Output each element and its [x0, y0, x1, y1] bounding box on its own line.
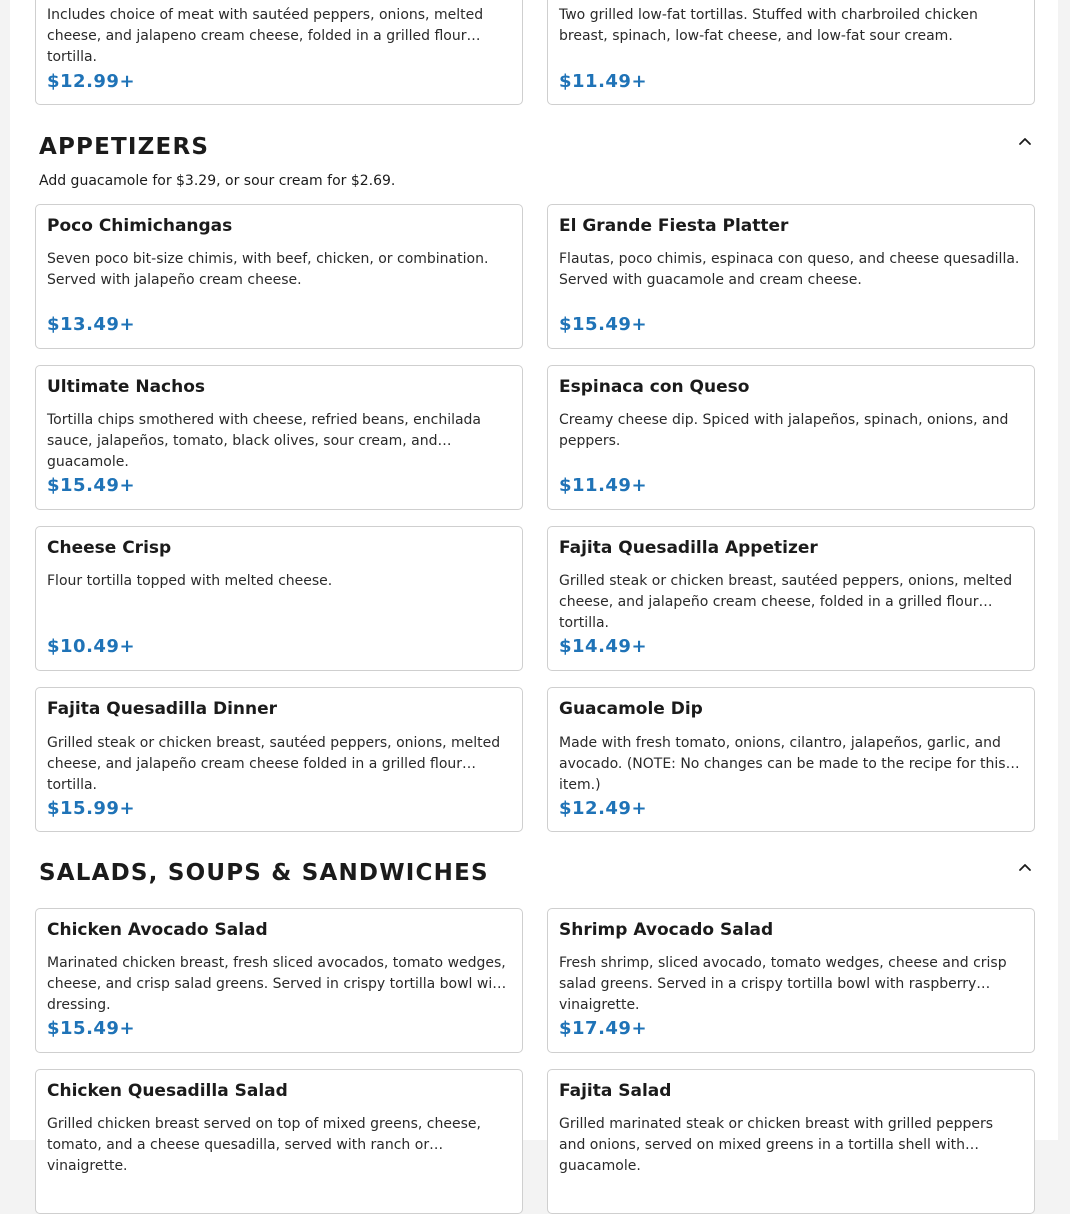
- chevron-up-icon: [1018, 860, 1032, 874]
- menu-item-name: El Grande Fiesta Platter: [559, 216, 789, 236]
- menu-item-card[interactable]: [547, 0, 1035, 105]
- menu-item-name: Chicken Quesadilla Salad: [47, 1081, 288, 1101]
- menu-item-description: Seven poco bit-size chimis, with beef, chicken, or combination. Served with jalapeño cream cheese.: [47, 251, 489, 288]
- menu-item-name: Ultimate Nachos: [47, 377, 206, 397]
- menu-item-card[interactable]: [35, 1069, 523, 1214]
- menu-item-description: Flour tortilla topped with melted cheese.: [47, 573, 333, 589]
- menu-item-price: $13.49+: [47, 314, 136, 335]
- menu-item-card[interactable]: [547, 204, 1035, 349]
- collapse-appetizers-button[interactable]: [1014, 130, 1036, 152]
- collapse-salads-button[interactable]: [1014, 856, 1036, 878]
- menu-item-name: Guacamole Dip: [559, 699, 703, 719]
- section-note-appetizers: Add guacamole for $3.29, or sour cream for $2.69.: [39, 173, 396, 189]
- menu-item-card[interactable]: [35, 526, 523, 671]
- menu-item-price: $10.49+: [47, 636, 136, 657]
- menu-item-name: Fajita Quesadilla Dinner: [47, 699, 278, 719]
- menu-item-price: $15.49+: [47, 1018, 136, 1039]
- menu-item-description: Grilled steak or chicken breast, sautéed peppers, onions, melted cheese, and jalapeño cream cheese, folded in a grilled flour tortilla.: [559, 573, 1013, 631]
- menu-item-name: Fajita Quesadilla Appetizer: [559, 538, 818, 558]
- menu-item-price: $17.49+: [559, 1018, 648, 1039]
- menu-item-description: Fresh shrimp, sliced avocado, tomato wedges, cheese and crisp salad greens. Served in a crispy tortilla bowl with raspberry vinaigrette.: [559, 955, 1007, 1013]
- menu-item-card[interactable]: [547, 687, 1035, 832]
- menu-item-card[interactable]: [35, 0, 523, 105]
- menu-item-card[interactable]: [547, 1069, 1035, 1214]
- menu-item-price: $15.49+: [47, 475, 136, 496]
- menu-item-price: $15.99+: [47, 798, 136, 819]
- menu-item-description: Creamy cheese dip. Spiced with jalapeños, spinach, onions, and peppers.: [559, 412, 1009, 449]
- menu-item-price: $11.49+: [559, 475, 648, 496]
- menu-item-price: $12.99+: [47, 71, 136, 92]
- menu-item-name: Cheese Crisp: [47, 538, 172, 558]
- menu-item-card[interactable]: [35, 687, 523, 832]
- menu-item-card[interactable]: [35, 365, 523, 510]
- chevron-up-icon: [1018, 134, 1032, 148]
- menu-item-name: Fajita Salad: [559, 1081, 672, 1101]
- menu-item-description: Grilled chicken breast served on top of mixed greens, cheese, tomato, and a cheese quesadilla, served with ranch or vinaigrette.: [47, 1116, 481, 1174]
- menu-item-description: Made with fresh tomato, onions, cilantro, jalapeños, garlic, and avocado. (NOTE: No changes can be made to the recipe for this item.): [559, 735, 1006, 793]
- menu-item-price: $12.49+: [559, 798, 648, 819]
- menu-item-card[interactable]: [547, 908, 1035, 1053]
- menu-item-price: $15.49+: [559, 314, 648, 335]
- menu-item-name: Poco Chimichangas: [47, 216, 233, 236]
- menu-item-description: Two grilled low-fat tortillas. Stuffed with charbroiled chicken breast, spinach, low-fat cheese, and low-fat sour cream.: [559, 7, 978, 44]
- menu-item-description: Flautas, poco chimis, espinaca con queso, and cheese quesadilla. Served with guacamole and cream cheese.: [559, 251, 1020, 288]
- menu-item-price: $11.49+: [559, 71, 648, 92]
- menu-item-card[interactable]: [35, 908, 523, 1053]
- section-title-salads-soups-sandwiches: SALADS, SOUPS & SANDWICHES: [39, 860, 489, 886]
- menu-item-description: Tortilla chips smothered with cheese, refried beans, enchilada sauce, jalapeños, tomato, black olives, sour cream, and guacamole.: [47, 412, 482, 470]
- menu-item-name: Shrimp Avocado Salad: [559, 920, 774, 940]
- menu-item-price: $14.49+: [559, 636, 648, 657]
- menu-item-card[interactable]: [547, 365, 1035, 510]
- menu-page: [10, 0, 1058, 1174]
- menu-item-name: Espinaca con Queso: [559, 377, 750, 397]
- menu-item-description: Grilled steak or chicken breast, sautéed peppers, onions, melted cheese, and jalapeño cream cheese folded in a grilled flour tortilla.: [47, 735, 501, 793]
- menu-item-description: Marinated chicken breast, fresh sliced avocados, tomato wedges, cheese, and crisp salad greens. Served in crispy tortilla bowl with dressing.: [47, 955, 507, 1013]
- section-title-appetizers: APPETIZERS: [39, 134, 210, 160]
- menu-item-name: Chicken Avocado Salad: [47, 920, 268, 940]
- menu-item-description: Includes choice of meat with sautéed peppers, onions, melted cheese, and jalapeno cream cheese, folded in a grilled flour tortilla.: [47, 7, 484, 65]
- menu-item-description: Grilled marinated steak or chicken breast with grilled peppers and onions, served on mixed greens in a tortilla shell with guacamole.: [559, 1116, 994, 1174]
- menu-item-card[interactable]: [35, 204, 523, 349]
- menu-item-card[interactable]: [547, 526, 1035, 671]
